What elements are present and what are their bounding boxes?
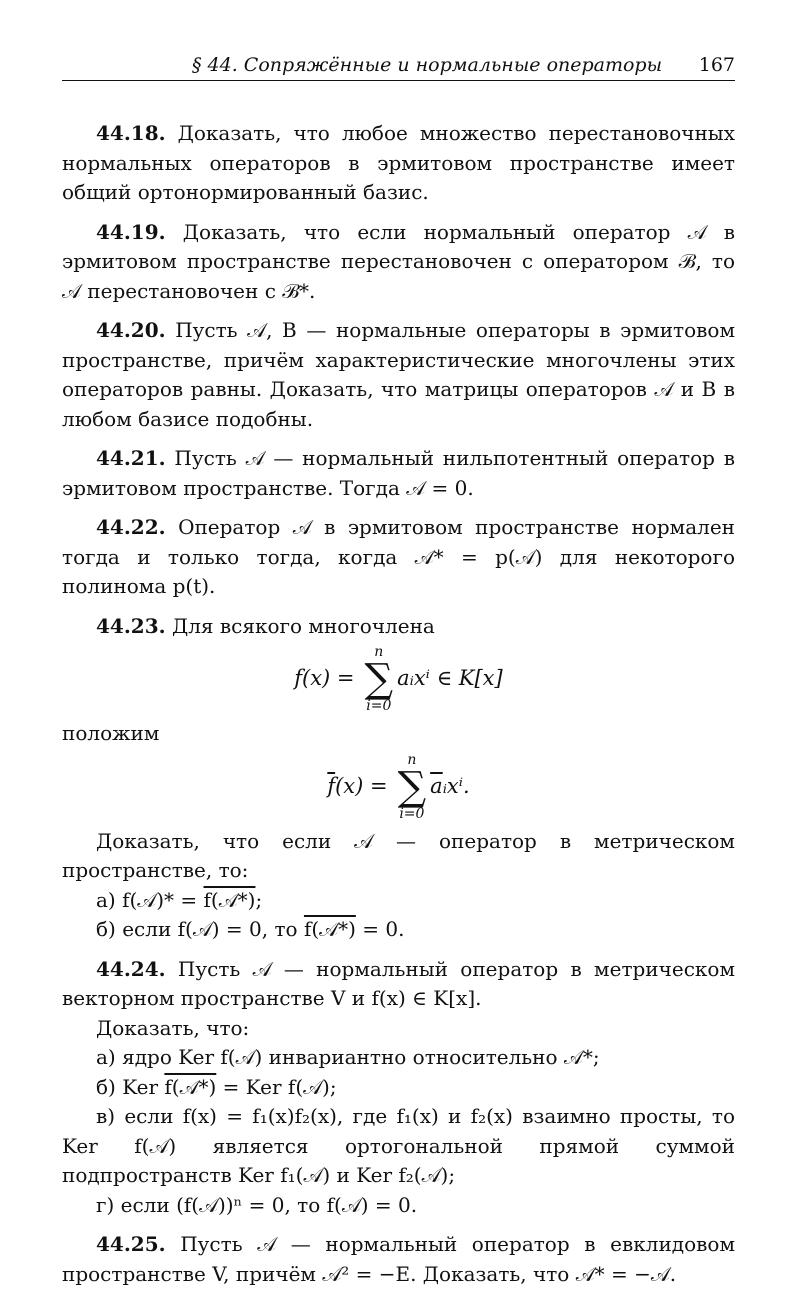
item-text: а) f(𝒜)* = [96, 887, 204, 912]
problem-text: Доказать, что любое множество перестановочных нормальных операторов в эрмитовом пространстве имеет общий ортонормированный базис. [62, 121, 736, 204]
formula-lhs: f(x) = [294, 666, 355, 691]
overlined-expr: f(𝒜*) [303, 917, 356, 941]
sum-upper: n [374, 644, 384, 660]
item-c: в) если f(x) = f₁(x)f₂(x), где f₁(x) и f₂(x) взаимно просты, то Ker f(𝒜) является ортогональной прямой суммой подпространств Ker f₁(𝒜) и Ker f₂(𝒜); [62, 1104, 735, 1187]
sum-lower: i=0 [366, 698, 392, 714]
prove-text: Доказать, что: [96, 1015, 250, 1040]
formula-lhs: (x) = [335, 773, 388, 798]
sum-lower: i=0 [399, 805, 425, 822]
problem-text: Оператор 𝒜 в эрмитовом пространстве нормален тогда и только тогда, когда 𝒜* = p(𝒜) для некоторого полинома p(t). [62, 515, 735, 598]
book-page [62, 54, 735, 1299]
problem-text: Пусть 𝒜, B — нормальные операторы в эрмитовом пространстве, причём характеристические многочлены этих операторов равны. Доказать, что матрицы операторов 𝒜 и B в любом базисе подобны. [62, 318, 735, 431]
sigma: ∑ [397, 763, 427, 810]
item-a: а) ядро Ker f(𝒜) инвариантно относительно 𝒜*; [96, 1045, 600, 1069]
sigma: ∑ [364, 656, 394, 702]
problem-text: Пусть 𝒜 — нормальный оператор в евклидовом пространстве V, причём 𝒜² = −E. Доказать, что 𝒜* = −𝒜. [62, 1232, 735, 1286]
item-a [62, 886, 735, 916]
formula-rhs: ᵢxⁱ. [442, 773, 470, 798]
sum-symbol [365, 645, 394, 713]
overlined-expr: f(𝒜*) [164, 1074, 217, 1099]
item-text: = Ker f(𝒜); [216, 1074, 337, 1099]
problem-44-22 [62, 513, 735, 602]
problem-number: 44.23. [96, 613, 166, 638]
problem-text: Пусть 𝒜 — нормальный оператор в метрическом векторном пространстве V и f(x) ∈ K[x]. [62, 956, 735, 1010]
header-title: § 44. Сопряжённые и нормальные операторы [192, 54, 663, 76]
problem-44-25 [62, 1230, 735, 1289]
problem-number: 44.22. [96, 515, 166, 539]
problem-44-19 [62, 218, 735, 307]
item-text: б) Ker [96, 1074, 165, 1099]
prove-text: Доказать, что если 𝒜 — оператор в метрическом пространстве, то: [62, 828, 735, 882]
polozhim-text: положим [62, 721, 160, 745]
page-body [62, 119, 735, 1289]
problem-44-21 [62, 444, 735, 503]
problem-44-23 [62, 612, 735, 642]
problem-text: Пусть 𝒜 — нормальный нильпотентный оператор в эрмитовом пространстве. Тогда 𝒜 = 0. [62, 446, 736, 500]
problem-44-20 [62, 316, 735, 434]
problem-number: 44.20. [96, 318, 166, 342]
overlined-expr: f(𝒜*) [203, 887, 256, 912]
problem-number: 44.25. [96, 1232, 166, 1256]
item-b [62, 1073, 735, 1103]
formula-fbar [62, 753, 735, 821]
f-bar: $\overline{f}$ [327, 773, 336, 798]
sum-upper: n [407, 751, 417, 768]
problem-number: 44.19. [96, 219, 166, 244]
problem-number: 44.21. [96, 446, 166, 470]
formula-f [62, 645, 735, 713]
item-d: г) если (f(𝒜))ⁿ = 0, то f(𝒜) = 0. [96, 1192, 418, 1217]
formula-rhs: aᵢxⁱ ∈ K[x] [397, 666, 503, 691]
problem-text: Доказать, что если нормальный оператор 𝒜 в эрмитовом пространстве перестановочен с оператором ℬ, то 𝒜 перестановочен с ℬ*. [62, 219, 735, 303]
problem-text: Для всякого многочлена [171, 613, 435, 638]
page-number: 167 [698, 54, 735, 76]
item-b [62, 915, 735, 945]
problem-44-18 [62, 119, 735, 208]
problem-number: 44.18. [96, 121, 166, 145]
a-bar: $\overline{a}$ [430, 773, 443, 798]
item-text: ; [255, 887, 263, 912]
item-text: б) если f(𝒜) = 0, то [96, 917, 304, 941]
item-text: = 0. [355, 917, 405, 941]
problem-44-24 [62, 955, 735, 1014]
sum-symbol [398, 753, 427, 821]
problem-number: 44.24. [96, 956, 166, 981]
running-header [62, 54, 735, 81]
